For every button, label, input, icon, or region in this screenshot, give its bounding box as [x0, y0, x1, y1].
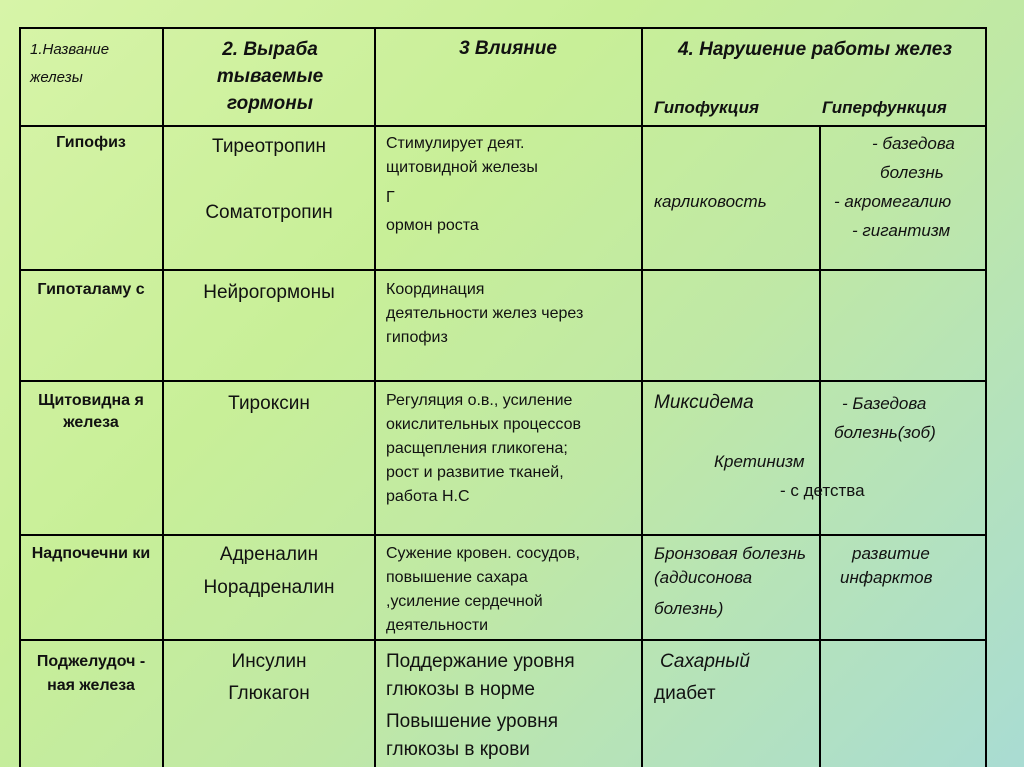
header-effect: 3 Влияние [459, 38, 557, 59]
hypo-line: Бронзовая болезнь [654, 544, 806, 563]
effect-line: расщепления гликогена; [386, 440, 568, 457]
effect-line: щитовидной железы [386, 159, 538, 176]
gland-name-thyroid: Щитовидна я железа [38, 392, 144, 431]
hyper-line: - акромегалию [834, 192, 952, 211]
effect-line: Координация [386, 281, 485, 298]
hyper-line: инфарктов [840, 568, 933, 587]
row-divider-3 [19, 380, 987, 382]
header-hypofunction: Гипофукция [654, 98, 760, 117]
effect-line: повышение сахара [386, 569, 528, 586]
hyper-line: развитие [852, 544, 930, 563]
effect-line: глюкозы в норме [386, 679, 536, 700]
hormone-insulin: Инсулин [231, 651, 307, 672]
gland-name-adrenal: Надпочечни ки [31, 545, 151, 562]
effect-line: окислительных процессов [386, 416, 581, 433]
table-border-left [19, 27, 21, 767]
header-disorders: 4. Нарушение работы желез [677, 39, 953, 60]
row-divider-5 [19, 639, 987, 641]
effect-line: ормон роста [386, 217, 479, 234]
hyper-line: - Базедова [842, 394, 927, 413]
hormone-thyroxine: Тироксин [228, 393, 310, 414]
col-divider-4 [819, 126, 821, 767]
hypo-diabetes-2: диабет [654, 683, 716, 704]
table-border-top [19, 27, 987, 29]
hyper-line: - базедова [872, 134, 955, 153]
effect-line: Г [386, 189, 395, 206]
gland-name-hypophysis: Гипофиз [56, 134, 126, 151]
row-divider-2 [19, 269, 987, 271]
effect-line: Регуляция о.в., усиление [386, 392, 573, 409]
col-divider-2 [374, 27, 376, 767]
hypo-childhood: - с детства [780, 481, 865, 500]
effect-line: деятельности желез через [386, 305, 584, 322]
hyper-line: болезнь [880, 163, 944, 182]
hypo-line: болезнь) [654, 599, 724, 618]
hyper-line: болезнь(зоб) [834, 423, 936, 442]
effect-line: работа Н.С [386, 488, 470, 505]
effect-line: Стимулирует деят. [386, 135, 525, 152]
header-gland-name: 1.Название железы [30, 41, 110, 86]
table-border-right [985, 27, 987, 767]
hormone-noradrenaline: Норадреналин [203, 577, 335, 598]
gland-name-hypothalamus: Гипоталаму с [37, 281, 145, 298]
row-divider-4 [19, 534, 987, 536]
effect-line: деятельности [386, 617, 489, 634]
hormone-adrenaline: Адреналин [219, 544, 319, 565]
gland-name-pancreas: Поджелудоч - ная железа [36, 653, 146, 694]
hormone-thyrotropin: Тиреотропин [212, 136, 326, 157]
row-divider-1 [19, 125, 987, 127]
header-hyperfunction: Гиперфункция [822, 98, 947, 117]
hypo-dwarfism: карликовость [654, 192, 767, 211]
col-divider-3 [641, 27, 643, 767]
effect-line: ,усиление сердечной [386, 593, 543, 610]
col-divider-1 [162, 27, 164, 767]
hypo-cretinism: Кретинизм [714, 452, 805, 471]
hormone-glucagon: Глюкагон [228, 683, 310, 704]
effect-line: рост и развитие тканей, [386, 464, 564, 481]
effect-line: глюкозы в крови [386, 739, 530, 760]
effect-line: Повышение уровня [386, 711, 559, 732]
hormone-neurohormones: Нейрогормоны [203, 282, 335, 303]
effect-line: Поддержание уровня [386, 651, 575, 672]
hypo-line: (аддисонова [654, 568, 753, 587]
hypo-myxedema: Миксидема [654, 392, 754, 413]
hormone-somatotropin: Соматотропин [205, 202, 333, 223]
effect-line: Сужение кровен. сосудов, [386, 545, 580, 562]
hyper-line: - гигантизм [852, 221, 951, 240]
hypo-diabetes: Сахарный [660, 651, 750, 672]
effect-line: гипофиз [386, 329, 448, 346]
header-hormones: 2. Выраба тываемые гормоны [216, 39, 324, 114]
